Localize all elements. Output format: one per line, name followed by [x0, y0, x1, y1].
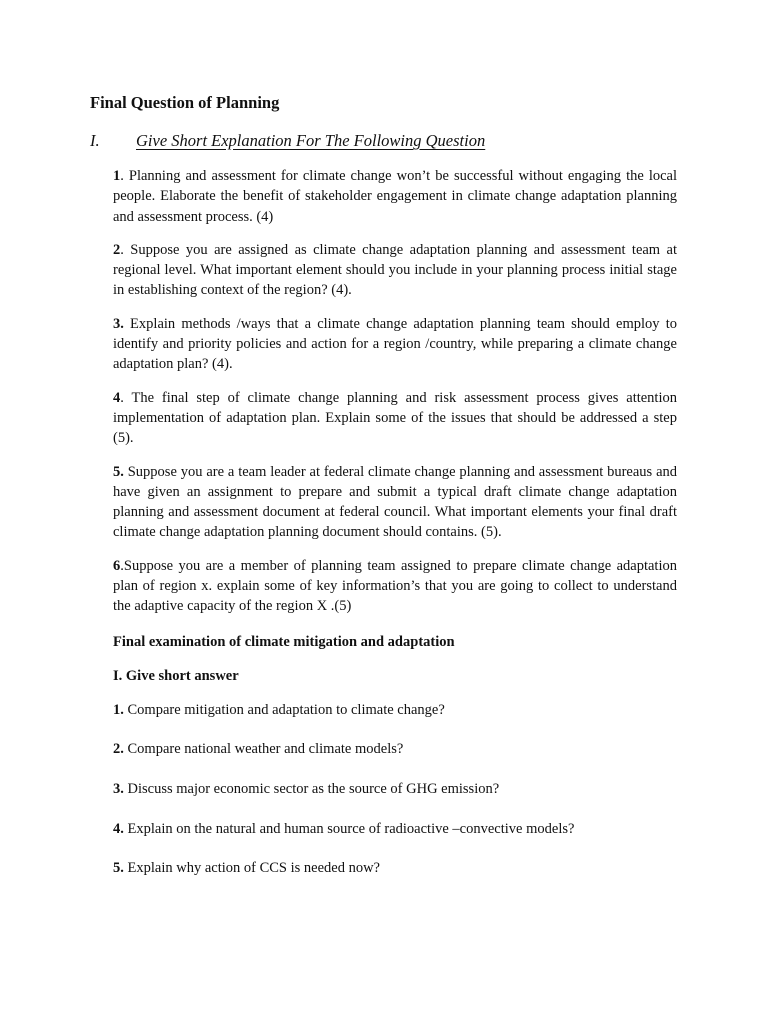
short-question-5	[113, 858, 380, 878]
question-number: 2.	[113, 741, 124, 757]
question-4	[113, 388, 677, 449]
question-text: Compare mitigation and adaptation to climate change?	[123, 702, 445, 718]
question-text: Discuss major economic sector as the source of GHG emission?	[123, 781, 500, 797]
question-number: 3.	[113, 315, 124, 332]
question-1	[113, 166, 677, 227]
question-number: 2	[113, 241, 121, 258]
question-text: Explain why action of CCS is needed now?	[123, 860, 380, 876]
question-number: 5.	[113, 860, 124, 876]
section-heading	[90, 130, 690, 152]
question-text: Suppose you are a team leader at federal climate change planning and assessment bureaus and have given an assignment to prepare and submit a typical draft climate change adaptation planning and assessment document at federal council. What important elements your final draft climate change adaptation planning document should contains. (5).	[113, 463, 677, 541]
section-heading-text: Give Short Explanation For The Following Question	[136, 131, 486, 150]
short-question-1	[113, 700, 445, 720]
document-title: Final Question of Planning	[90, 93, 280, 112]
question-text: . Suppose you are assigned as climate change adaptation planning and assessment team at regional level. What important element should you include in your planning process initial stage in establishing context of the region? (4).	[113, 241, 677, 299]
question-list	[113, 166, 677, 630]
section-number: I.	[90, 131, 100, 150]
question-text: Explain on the natural and human source of radioactive –convective models?	[123, 821, 575, 837]
question-number: 3.	[113, 781, 124, 797]
short-question-3	[113, 779, 499, 799]
question-number: 6	[113, 557, 121, 574]
question-number: 5.	[113, 463, 124, 480]
question-number: 4.	[113, 821, 124, 837]
question-text: Explain methods /ways that a climate change adaptation planning team should employ to identify and priority policies and action for a region /country, while preparing a climate change adaptation plan? (4).	[113, 315, 677, 373]
short-question-4	[113, 819, 574, 839]
question-6	[113, 556, 677, 617]
exam2-title: Final examination of climate mitigation and adaptation	[113, 634, 455, 650]
question-number: 4	[113, 389, 121, 406]
question-text: . Planning and assessment for climate change won’t be successful without engaging the local people. Elaborate the benefit of stakeholder engagement in climate change adaptation planning and assessment process. (4)	[113, 168, 677, 225]
exam2-section-heading: I. Give short answer	[113, 668, 239, 684]
question-3	[113, 314, 677, 375]
question-text: Compare national weather and climate models?	[123, 741, 404, 757]
question-text: . The final step of climate change planning and risk assessment process gives attention implementation of adaptation plan. Explain some of the issues that should be addressed a step (5).	[113, 389, 677, 447]
question-text: .Suppose you are a member of planning team assigned to prepare climate change adaptation plan of region x. explain some of key information’s that you are going to collect to understand the adaptive capacity of the region X .(5)	[113, 557, 677, 615]
question-2	[113, 240, 677, 301]
question-number: 1.	[113, 702, 124, 718]
question-5	[113, 462, 677, 543]
question-number: 1	[113, 168, 121, 184]
short-question-2	[113, 739, 403, 759]
